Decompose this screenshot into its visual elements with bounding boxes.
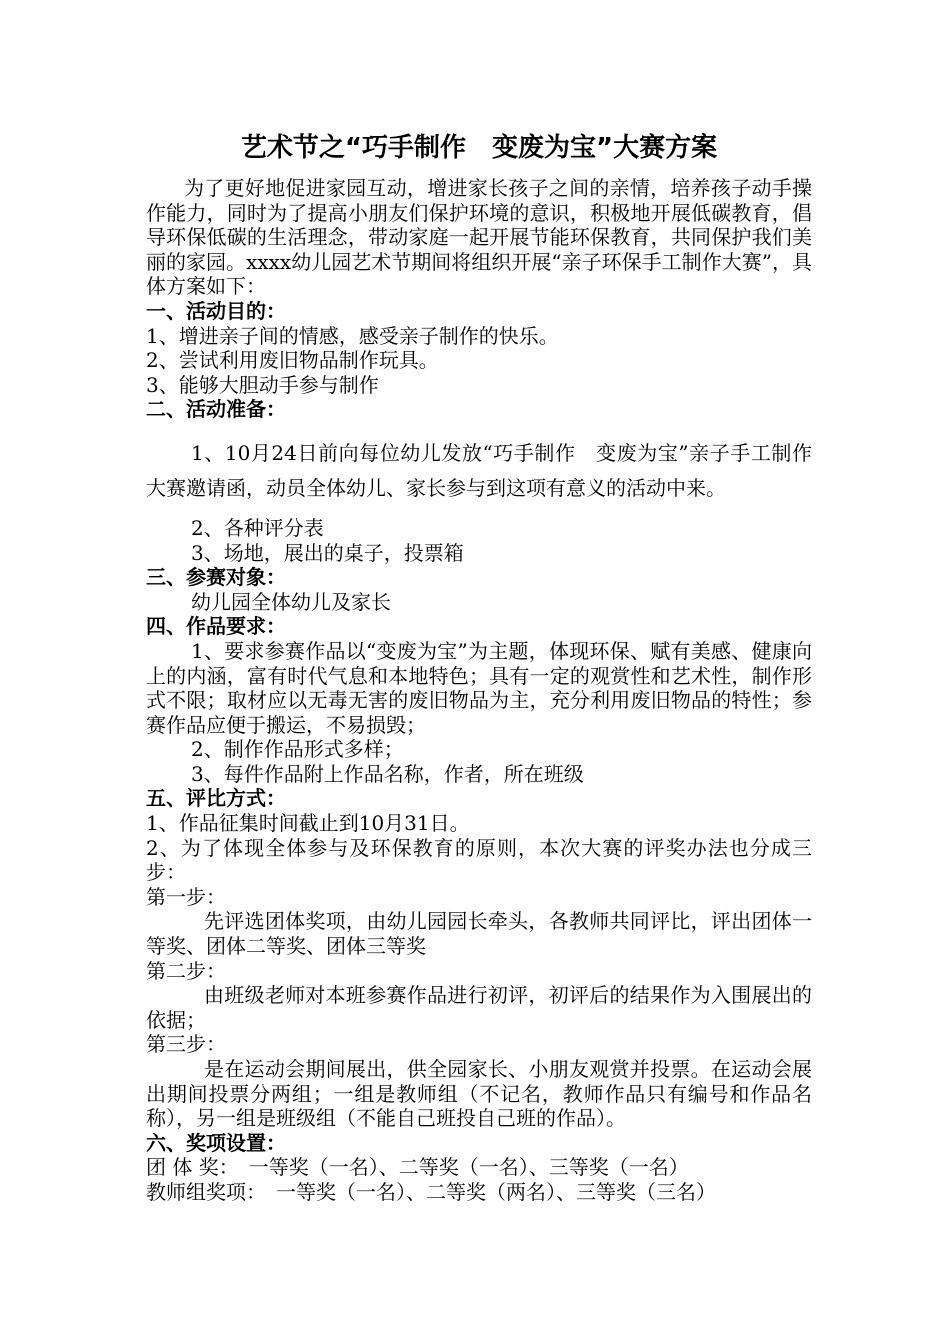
section-heading-purpose: 一、活动目的： — [146, 298, 286, 323]
requirement-item: 2、制作作品形式多样； — [191, 737, 404, 762]
section-heading-preparation: 二、活动准备： — [146, 397, 286, 422]
step-label: 第一步： — [146, 884, 226, 909]
judging-item: 1、作品征集时间截止到10月31日。 — [146, 811, 470, 836]
intro-paragraph: 为了更好地促进家园互动，增进家长孩子之间的亲情，培养孩子动手操作能力，同时为了提高小朋友们保护环境的意识，积极地开展低碳教育，倡导环保低碳的生活理念，带动家庭一起开展节能环保教育，共同保护我们美丽的家园。xxxx幼儿园艺术节期间将组织开展“亲子环保手工制作大赛”，具体方案如下： — [146, 176, 812, 299]
step-label: 第三步： — [146, 1032, 226, 1057]
step-text: 先评选团体奖项，由幼儿园园长牵头，各教师共同评比，评出团体一等奖、团体二等奖、团体三等奖 — [146, 909, 812, 959]
step-label: 第二步： — [146, 958, 226, 983]
step-text: 是在运动会期间展出，供全园家长、小朋友观赏并投票。在运动会展出期间投票分两组；一组是教师组（不记名，教师作品只有编号和作品名称），另一组是班级组（不能自己班投自己班的作品）。 — [146, 1057, 812, 1131]
section-heading-judging: 五、评比方式： — [146, 786, 286, 811]
section-heading-requirements: 四、作品要求： — [146, 614, 286, 639]
purpose-item: 1、增进亲子间的情感，感受亲子制作的快乐。 — [146, 323, 559, 348]
preparation-item: 2、各种评分表 — [191, 515, 324, 540]
award-group-line: 团 体 奖： 一等奖（一名）、二等奖（一名）、三等奖（一名） — [146, 1155, 689, 1180]
purpose-item: 3、能够大胆动手参与制作 — [146, 372, 379, 397]
section-heading-awards: 六、奖项设置： — [146, 1130, 286, 1155]
participants-text: 幼儿园全体幼儿及家长 — [191, 589, 391, 614]
purpose-item: 2、尝试利用废旧物品制作玩具。 — [146, 348, 439, 373]
document-body — [146, 128, 812, 1205]
judging-item: 2、为了体现全体参与及环保教育的原则，本次大赛的评奖办法也分成三步： — [146, 835, 812, 885]
step-text: 由班级老师对本班参赛作品进行初评，初评后的结果作为入围展出的依据； — [146, 983, 812, 1032]
preparation-item: 3、场地，展出的桌子，投票箱 — [191, 540, 464, 565]
requirement-item: 3、每件作品附上作品名称，作者，所在班级 — [191, 761, 584, 786]
requirement-item: 1、要求参赛作品以“变废为宝”为主题，体现环保、赋有美感、健康向上的内涵，富有时代气息和本地特色；具有一定的观赏性和艺术性，制作形式不限；取材应以无毒无害的废旧物品为主，充分利用废旧物品的特性；参赛作品应便于搬运，不易损毁； — [146, 638, 812, 737]
page-title: 艺术节之“巧手制作 变废为宝”大赛方案 — [240, 133, 718, 163]
award-teacher-line: 教师组奖项： 一等奖（一名）、二等奖（两名）、三等奖（三名） — [146, 1179, 716, 1204]
preparation-item: 1、10月24日前向每位幼儿发放“巧手制作 变废为宝”亲子手工制作大赛邀请函，动员全体幼儿、家长参与到这项有意义的活动中来。 — [146, 440, 812, 500]
section-heading-participants: 三、参赛对象： — [146, 565, 286, 590]
